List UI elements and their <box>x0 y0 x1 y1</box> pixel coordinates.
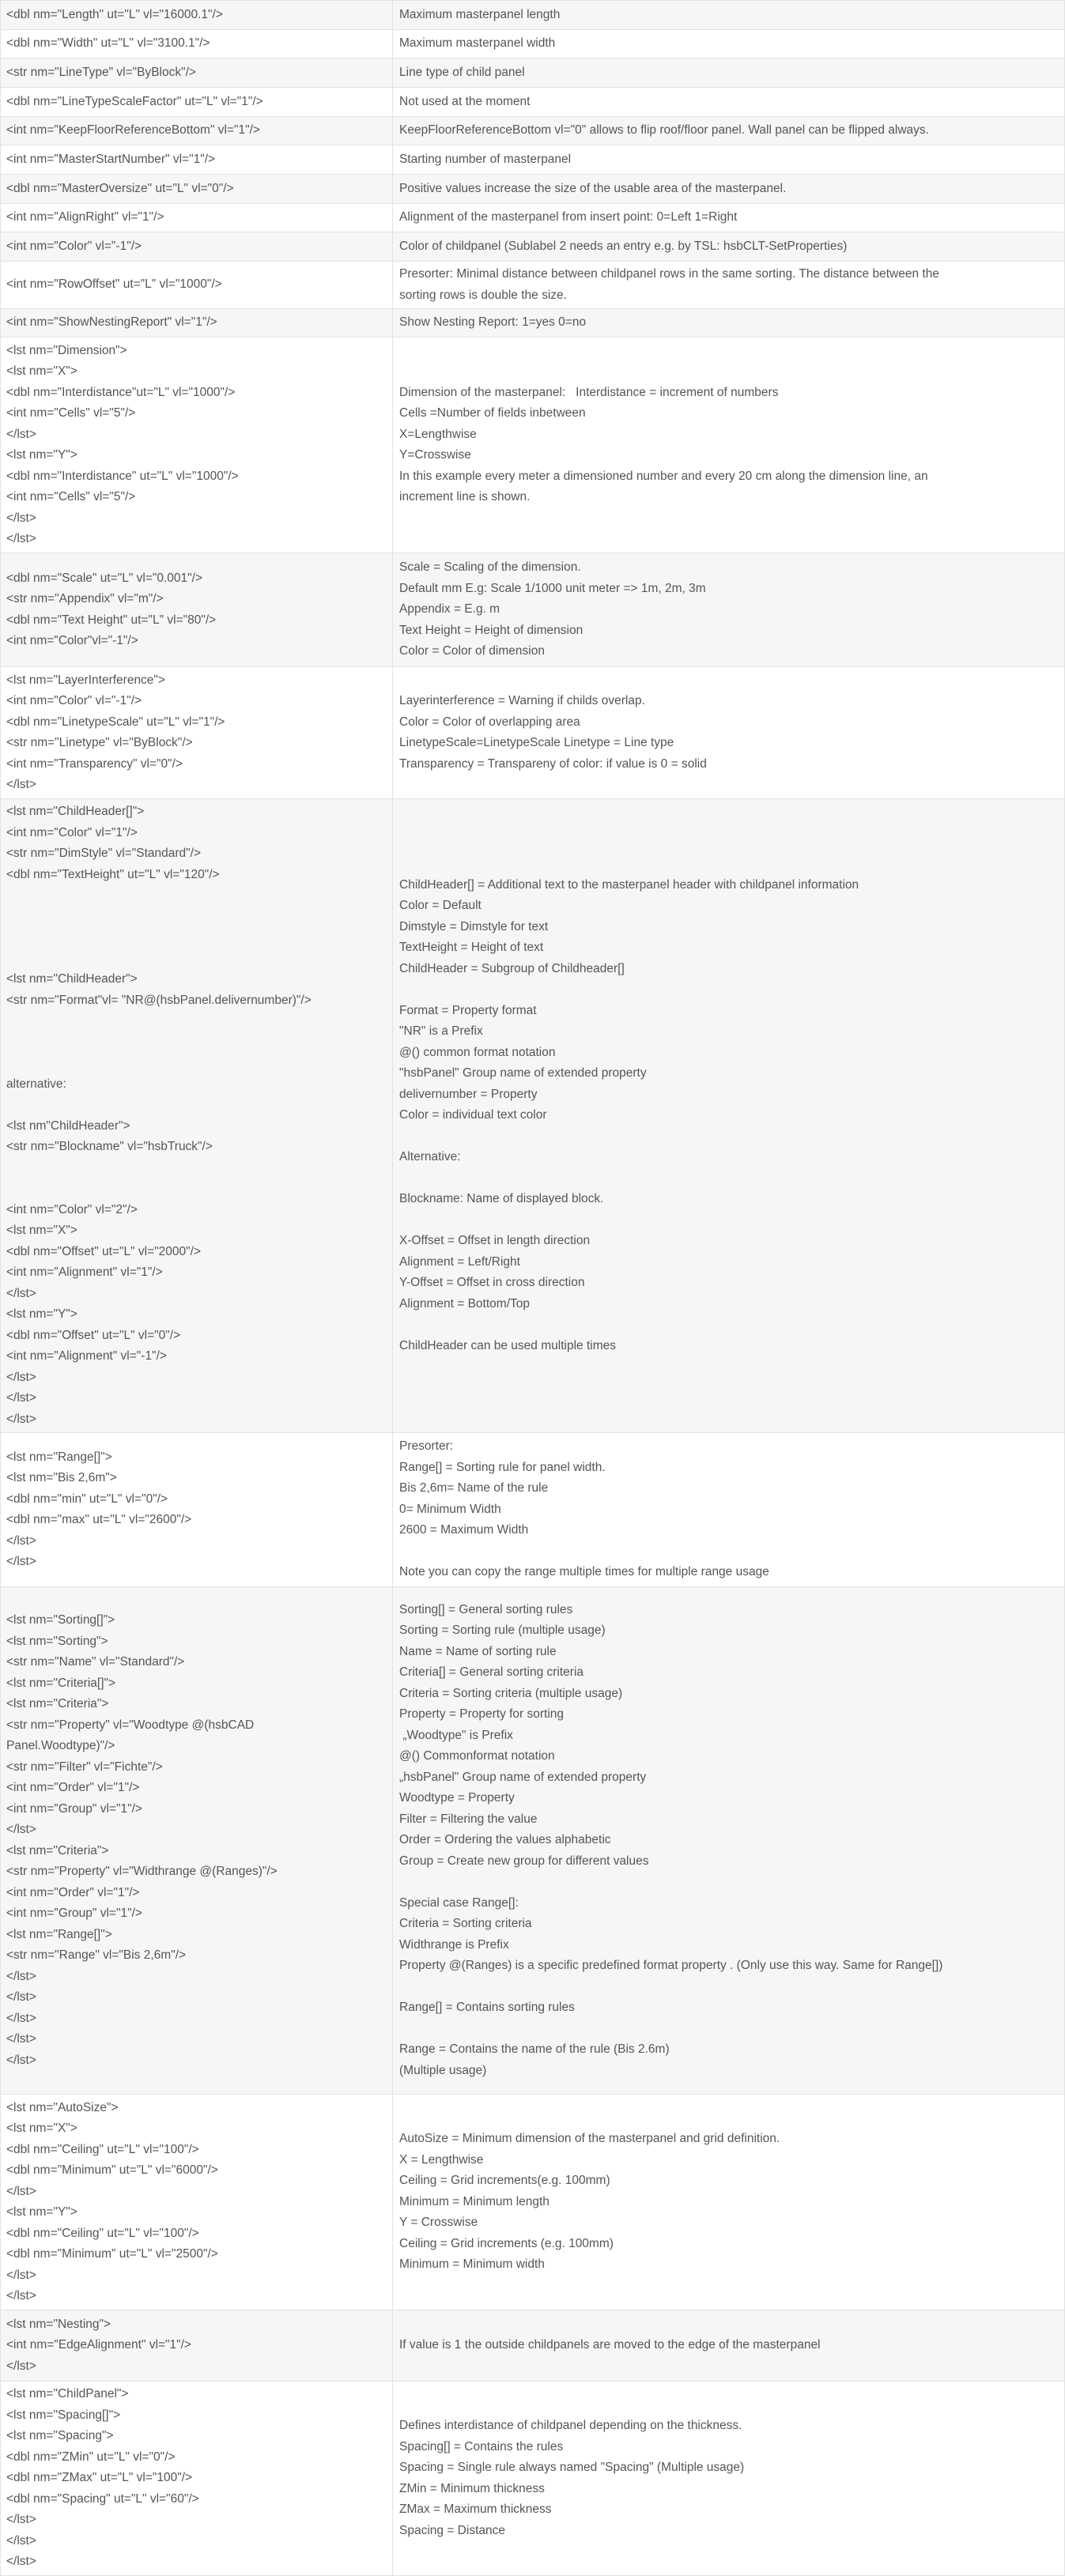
description-line: Bis 2,6m= Name of the rule <box>399 1481 549 1495</box>
description-line: Spacing[] = Contains the rules <box>399 2439 564 2453</box>
description-cell <box>393 232 1065 262</box>
description-line: Appendix = E.g. m <box>399 602 500 617</box>
description-line: Alignment of the masterpanel from insert point: 0=Left 1=Right <box>399 210 738 224</box>
code-line: </lst> <box>6 2053 36 2067</box>
code-line <box>6 949 387 970</box>
code-line: <lst nm="Y"> <box>6 2205 77 2219</box>
code-line: <str nm="Format"vl= "NR@(hsbPanel.delivernumber)"/> <box>6 993 312 1007</box>
code-cell <box>1 204 393 232</box>
code-line: <lst nm="Dimension"> <box>6 343 127 357</box>
code-line: </lst> <box>6 2513 36 2527</box>
code-line: <dbl nm="ZMax" ut="L" vl="100"/> <box>6 2471 193 2485</box>
description-line: Transparency = Transpareny of color: if value is 0 = solid <box>399 756 707 771</box>
table-row <box>1 667 1065 799</box>
code-line: </lst> <box>6 2289 36 2303</box>
description-cell <box>393 30 1065 58</box>
description-line: Maximum masterpanel width <box>399 36 556 51</box>
description-line: Dimension of the masterpanel: Interdistance = increment of numbers <box>399 385 779 399</box>
code-line: <int nm="Color" vl="-1"/> <box>6 694 142 707</box>
code-line: <dbl nm="Interdistance"ut="L" vl="1000"/> <box>6 385 236 399</box>
description-line: ChildHeader can be used multiple times <box>399 1338 616 1352</box>
description-line: increment line is shown. <box>399 490 531 504</box>
code-line <box>6 1095 387 1116</box>
code-cell <box>1 1587 393 2095</box>
code-line: <str nm="Range" vl="Bis 2,6m"/> <box>6 1948 187 1962</box>
code-line: <int nm="Group" vl="1"/> <box>6 1801 142 1816</box>
description-line: KeepFloorReferenceBottom vl="0" allows to flip roof/floor panel. Wall panel can be flipped always. <box>399 123 929 138</box>
description-line: Group = Create new group for different values <box>399 1854 649 1868</box>
code-line: <int nm="AlignRight" vl="1"/> <box>6 210 164 224</box>
description-line <box>399 1872 1059 1893</box>
code-cell <box>1 58 393 88</box>
description-cell <box>393 667 1065 799</box>
description-line: Presorter: <box>399 1439 454 1454</box>
description-line: Filter = Filtering the value <box>399 1812 538 1826</box>
code-line: </lst> <box>6 2032 36 2046</box>
parameter-table-body <box>1 1 1065 2576</box>
description-line: Name = Name of sorting rule <box>399 1644 557 1658</box>
description-cell <box>393 175 1065 204</box>
code-line: </lst> <box>6 2268 36 2282</box>
table-row <box>1 262 1065 309</box>
description-line: X = Lengthwise <box>399 2152 484 2167</box>
code-line: <lst nm="Nesting"> <box>6 2317 111 2331</box>
description-line: Not used at the moment <box>399 94 531 108</box>
table-row <box>1 2310 1065 2382</box>
code-line: <lst nm="Bis 2,6m"> <box>6 1471 117 1484</box>
code-line: <lst nm="Range[]"> <box>6 1450 112 1464</box>
code-line: <dbl nm="MasterOversize" ut="L" vl="0"/> <box>6 181 234 195</box>
description-line: ChildHeader[] = Additional text to the masterpanel header with childpanel information <box>399 877 859 892</box>
code-line: </lst> <box>6 1533 36 1548</box>
description-line <box>399 1126 1059 1148</box>
description-line: Presorter: Minimal distance between childpanel rows in the same sorting. The distance between the <box>399 267 939 281</box>
description-cell <box>393 117 1065 145</box>
table-row <box>1 88 1065 117</box>
code-line <box>6 1179 387 1200</box>
description-line: Minimum = Minimum length <box>399 2194 549 2208</box>
description-cell <box>393 799 1065 1433</box>
description-line: Starting number of masterpanel <box>399 152 572 166</box>
description-cell <box>393 88 1065 117</box>
description-line: Y = Crosswise <box>399 2216 478 2230</box>
code-line: <int nm="Color" vl="2"/> <box>6 1202 138 1216</box>
description-cell <box>393 2382 1065 2576</box>
description-line: Positive values increase the size of the usable area of the masterpanel. <box>399 181 787 195</box>
description-line: @() Commonformat notation <box>399 1749 555 1763</box>
description-line: 2600 = Maximum Width <box>399 1523 529 1537</box>
description-cell <box>393 2095 1065 2310</box>
code-line: <lst nm"ChildHeader"> <box>6 1118 130 1133</box>
code-line: </lst> <box>6 1990 36 2004</box>
description-line: Y-Offset = Offset in cross direction <box>399 1276 585 1290</box>
code-line: <lst nm="Spacing[]"> <box>6 2408 121 2422</box>
description-line: "NR" is a Prefix <box>399 1024 483 1039</box>
description-line: Defines interdistance of childpanel depending on the thickness. <box>399 2419 742 2432</box>
table-row <box>1 30 1065 58</box>
description-line: Note you can copy the range multiple times for multiple range usage <box>399 1565 769 1579</box>
code-line: </lst> <box>6 427 36 441</box>
table-row <box>1 338 1065 553</box>
description-line: "hsbPanel" Group name of extended property <box>399 1066 647 1081</box>
code-cell <box>1 1 393 30</box>
code-line: <str nm="Property" vl="Woodtype @(hsbCAD <box>6 1718 255 1732</box>
code-line: <int nm="Color"vl="-1"/> <box>6 634 138 647</box>
table-row <box>1 232 1065 262</box>
code-cell <box>1 338 393 553</box>
description-line: Criteria = Sorting criteria (multiple usage) <box>399 1686 623 1700</box>
description-line: X=Lengthwise <box>399 427 477 441</box>
code-line: </lst> <box>6 1370 36 1384</box>
description-line: ZMin = Minimum thickness <box>399 2481 545 2495</box>
code-line: </lst> <box>6 1555 36 1568</box>
description-line: Cells =Number of fields inbetween <box>399 406 586 420</box>
code-cell <box>1 30 393 58</box>
description-line: AutoSize = Minimum dimension of the masterpanel and grid definition. <box>399 2132 780 2146</box>
table-row <box>1 2382 1065 2576</box>
description-line: Range = Contains the name of the rule (Bis 2.6m) <box>399 2042 670 2057</box>
description-line: „Woodtype" is Prefix <box>399 1728 513 1742</box>
code-line: <int nm="RowOffset" ut="L" vl="1000"/> <box>6 277 222 292</box>
description-line: Woodtype = Property <box>399 1791 515 1805</box>
code-line: <lst nm="Y"> <box>6 1307 77 1321</box>
description-line: Widthrange is Prefix <box>399 1937 509 1952</box>
description-line: Text Height = Height of dimension <box>399 623 583 637</box>
description-cell <box>393 204 1065 232</box>
code-line: <dbl nm="LineTypeScaleFactor" ut="L" vl="1"/> <box>6 94 263 108</box>
code-line: <dbl nm="LinetypeScale" ut="L" vl="1"/> <box>6 715 225 729</box>
code-line: </lst> <box>6 2533 36 2548</box>
code-line: <lst nm="Sorting"> <box>6 1634 108 1648</box>
code-line <box>6 1158 387 1179</box>
description-line: Ceiling = Grid increments (e.g. 100mm) <box>399 2236 614 2250</box>
description-line: Range[] = Sorting rule for panel width. <box>399 1460 606 1474</box>
description-line: Sorting[] = General sorting rules <box>399 1602 573 1616</box>
table-row <box>1 309 1065 338</box>
description-line: Default mm E.g: Scale 1/1000 unit meter => 1m, 2m, 3m <box>399 581 706 595</box>
description-line: Layerinterference = Warning if childs overlap. <box>399 694 645 707</box>
description-line <box>399 1977 1059 1998</box>
code-line: <lst nm="LayerInterference"> <box>6 673 165 687</box>
code-line: <lst nm="ChildHeader"> <box>6 972 138 986</box>
code-cell <box>1 2095 393 2310</box>
code-line: <int nm="Color" vl="1"/> <box>6 825 138 839</box>
description-line <box>399 1210 1059 1231</box>
code-line: <dbl nm="Ceiling" ut="L" vl="100"/> <box>6 2142 199 2156</box>
description-cell <box>393 1 1065 30</box>
table-row <box>1 175 1065 204</box>
code-line: <dbl nm="Text Height" ut="L" vl="80"/> <box>6 613 217 627</box>
description-line: Color = Color of overlapping area <box>399 715 580 729</box>
code-line: <str nm="DimStyle" vl="Standard"/> <box>6 847 201 860</box>
table-row <box>1 553 1065 667</box>
code-cell <box>1 175 393 204</box>
code-line: <int nm="ShowNestingReport" vl="1"/> <box>6 315 217 330</box>
table-row <box>1 58 1065 88</box>
code-line: <str nm="Name" vl="Standard"/> <box>6 1655 185 1669</box>
description-cell <box>393 1433 1065 1587</box>
description-cell <box>393 262 1065 309</box>
description-line: TextHeight = Height of text <box>399 941 544 955</box>
code-cell <box>1 88 393 117</box>
code-line: <lst nm="Spacing"> <box>6 2429 114 2443</box>
description-line: If value is 1 the outside childpanels are moved to the edge of the masterpanel <box>399 2338 821 2352</box>
table-row <box>1 204 1065 232</box>
description-line: (Multiple usage) <box>399 2063 487 2077</box>
code-line: <lst nm="X"> <box>6 2122 77 2135</box>
code-line: <dbl nm="max" ut="L" vl="2600"/> <box>6 1513 192 1526</box>
code-line: <lst nm="AutoSize"> <box>6 2100 119 2114</box>
description-line: sorting rows is double the size. <box>399 288 567 302</box>
code-line <box>6 1011 387 1032</box>
code-line: <lst nm="ChildPanel"> <box>6 2387 129 2401</box>
code-line: <dbl nm="Ceiling" ut="L" vl="100"/> <box>6 2226 199 2240</box>
code-line <box>6 927 387 949</box>
code-line: <dbl nm="Spacing" ut="L" vl="60"/> <box>6 2491 199 2506</box>
description-line <box>399 979 1059 1001</box>
description-line: Criteria[] = General sorting criteria <box>399 1665 584 1680</box>
description-line: 0= Minimum Width <box>399 1502 501 1516</box>
code-cell <box>1 1433 393 1587</box>
description-line: Show Nesting Report: 1=yes 0=no <box>399 315 587 330</box>
code-line: <lst nm="Y"> <box>6 448 77 462</box>
code-line: <str nm="Appendix" vl="m"/> <box>6 592 164 605</box>
code-line: <int nm="Color" vl="-1"/> <box>6 239 142 253</box>
code-cell <box>1 145 393 175</box>
table-row <box>1 117 1065 145</box>
code-cell <box>1 799 393 1433</box>
code-line: </lst> <box>6 778 36 791</box>
description-line: Maximum masterpanel length <box>399 7 561 21</box>
description-cell <box>393 2310 1065 2382</box>
code-line: <dbl nm="Minimum" ut="L" vl="2500"/> <box>6 2247 218 2261</box>
description-line: Alignment = Left/Right <box>399 1254 520 1269</box>
description-line: Special case Range[]: <box>399 1895 519 1910</box>
code-line: <int nm="EdgeAlignment" vl="1"/> <box>6 2338 191 2352</box>
description-line: Alignment = Bottom/Top <box>399 1296 530 1311</box>
code-line: <dbl nm="Width" ut="L" vl="3100.1"/> <box>6 36 210 51</box>
description-line: Range[] = Contains sorting rules <box>399 2001 575 2015</box>
code-cell <box>1 309 393 338</box>
table-row <box>1 145 1065 175</box>
code-line: <lst nm="Sorting[]"> <box>6 1613 115 1627</box>
description-line <box>399 1168 1059 1190</box>
code-line: <str nm="Filter" vl="Fichte"/> <box>6 1759 163 1774</box>
code-line <box>6 1053 387 1074</box>
description-line: „hsbPanel" Group name of extended property <box>399 1770 647 1784</box>
code-line: <int nm="Cells" vl="5"/> <box>6 406 136 420</box>
code-line: <lst nm="X"> <box>6 1224 77 1237</box>
description-line: X-Offset = Offset in length direction <box>399 1234 591 1248</box>
code-line: <lst nm="Range[]"> <box>6 1927 112 1941</box>
description-line: Color = individual text color <box>399 1108 547 1122</box>
code-line: alternative: <box>6 1077 66 1091</box>
code-line: <lst nm="Criteria[]"> <box>6 1676 116 1690</box>
table-row <box>1 1587 1065 2095</box>
code-line: <lst nm="X"> <box>6 364 77 378</box>
code-line: <int nm="MasterStartNumber" vl="1"/> <box>6 152 216 166</box>
description-cell <box>393 338 1065 553</box>
description-line: ZMax = Maximum thickness <box>399 2502 552 2516</box>
description-line <box>399 1541 1059 1563</box>
code-line: <dbl nm="Scale" ut="L" vl="0.001"/> <box>6 571 203 585</box>
code-line: </lst> <box>6 2184 36 2198</box>
code-cell <box>1 232 393 262</box>
code-cell <box>1 553 393 667</box>
code-cell <box>1 667 393 799</box>
description-line: Color = Color of dimension <box>399 644 545 658</box>
code-line: Panel.Woodtype)"/> <box>6 1739 115 1752</box>
description-line: Ceiling = Grid increments(e.g. 100mm) <box>399 2174 610 2188</box>
code-line: </lst> <box>6 1969 36 1983</box>
code-line: </lst> <box>6 2555 36 2569</box>
code-line: <int nm="Group" vl="1"/> <box>6 1907 142 1920</box>
description-line: Color = Default <box>399 899 482 913</box>
description-cell <box>393 553 1065 667</box>
description-line: Y=Crosswise <box>399 448 471 462</box>
code-cell <box>1 262 393 309</box>
code-line: <int nm="Alignment" vl="-1"/> <box>6 1349 167 1363</box>
code-line: <dbl nm="ZMin" ut="L" vl="0"/> <box>6 2450 176 2464</box>
description-line: In this example every meter a dimensioned number and every 20 cm along the dimension line, an <box>399 469 928 483</box>
description-line: Color of childpanel (Sublabel 2 needs an entry e.g. by TSL: hsbCLT-SetProperties) <box>399 239 848 253</box>
code-line: <dbl nm="Offset" ut="L" vl="0"/> <box>6 1328 181 1342</box>
description-cell <box>393 145 1065 175</box>
description-cell <box>393 1587 1065 2095</box>
description-line: Dimstyle = Dimstyle for text <box>399 919 549 933</box>
code-line: <int nm="Cells" vl="5"/> <box>6 490 136 504</box>
description-line: Criteria = Sorting criteria <box>399 1917 532 1931</box>
description-line: Spacing = Single rule always named "Spacing" (Multiple usage) <box>399 2461 745 2474</box>
code-line: </lst> <box>6 1286 36 1300</box>
code-line <box>6 885 387 907</box>
code-line: <dbl nm="Length" ut="L" vl="16000.1"/> <box>6 7 223 21</box>
description-line: Alternative: <box>399 1150 461 1164</box>
code-line: <dbl nm="Minimum" ut="L" vl="6000"/> <box>6 2163 218 2177</box>
description-line: Blockname: Name of displayed block. <box>399 1192 604 1206</box>
description-cell <box>393 309 1065 338</box>
description-cell <box>393 58 1065 88</box>
description-line: Spacing = Distance <box>399 2523 505 2537</box>
code-line: <dbl nm="min" ut="L" vl="0"/> <box>6 1492 168 1506</box>
code-line: </lst> <box>6 511 36 525</box>
code-line: <lst nm="ChildHeader[]"> <box>6 805 145 818</box>
table-row <box>1 1433 1065 1587</box>
table-row <box>1 1 1065 30</box>
description-line: ChildHeader = Subgroup of Childheader[] <box>399 961 625 975</box>
code-line <box>6 1032 387 1054</box>
description-line: @() common format notation <box>399 1045 556 1059</box>
description-line: delivernumber = Property <box>399 1087 538 1101</box>
code-line: <dbl nm="Interdistance" ut="L" vl="1000"/> <box>6 469 239 483</box>
code-line: <str nm="Property" vl="Widthrange @(Ranges)"/> <box>6 1865 278 1878</box>
code-line: </lst> <box>6 1823 36 1836</box>
description-line: LinetypeScale=LinetypeScale Linetype = Line type <box>399 736 674 749</box>
description-line: Line type of child panel <box>399 65 525 79</box>
code-line: <int nm="Order" vl="1"/> <box>6 1781 140 1794</box>
code-line: <dbl nm="TextHeight" ut="L" vl="120"/> <box>6 867 220 881</box>
table-row <box>1 799 1065 1433</box>
code-line: <lst nm="Criteria"> <box>6 1697 109 1710</box>
code-line: </lst> <box>6 1412 36 1426</box>
code-line: <int nm="Transparency" vl="0"/> <box>6 756 183 771</box>
description-line: Format = Property format <box>399 1003 537 1017</box>
description-line <box>399 2019 1059 2040</box>
description-line: Minimum = Minimum width <box>399 2257 545 2272</box>
description-line: Order = Ordering the values alphabetic <box>399 1833 611 1847</box>
code-cell <box>1 2310 393 2382</box>
code-cell <box>1 2382 393 2576</box>
description-line: Sorting = Sorting rule (multiple usage) <box>399 1624 606 1638</box>
description-line: Property = Property for sorting <box>399 1707 565 1722</box>
description-line: Scale = Scaling of the dimension. <box>399 560 581 575</box>
table-row <box>1 2095 1065 2310</box>
code-cell <box>1 117 393 145</box>
code-line: <dbl nm="Offset" ut="L" vl="2000"/> <box>6 1244 202 1258</box>
code-line <box>6 907 387 928</box>
code-line: <lst nm="Criteria"> <box>6 1843 109 1858</box>
code-line: <str nm="Blockname" vl="hsbTruck"/> <box>6 1140 213 1153</box>
code-line: </lst> <box>6 2359 36 2373</box>
code-line: <int nm="Alignment" vl="1"/> <box>6 1265 163 1279</box>
code-line: <int nm="Order" vl="1"/> <box>6 1885 140 1899</box>
code-line: </lst> <box>6 532 36 545</box>
code-line: <str nm="Linetype" vl="ByBlock"/> <box>6 736 193 749</box>
code-line: </lst> <box>6 1391 36 1405</box>
code-line: <str nm="LineType" vl="ByBlock"/> <box>6 65 196 79</box>
code-line: <int nm="KeepFloorReferenceBottom" vl="1"/> <box>6 123 260 138</box>
description-line <box>399 1314 1059 1336</box>
description-line: Property @(Ranges) is a specific predefined format property . (Only use this way. Same for Range[]) <box>399 1959 943 1973</box>
code-line: </lst> <box>6 2011 36 2025</box>
